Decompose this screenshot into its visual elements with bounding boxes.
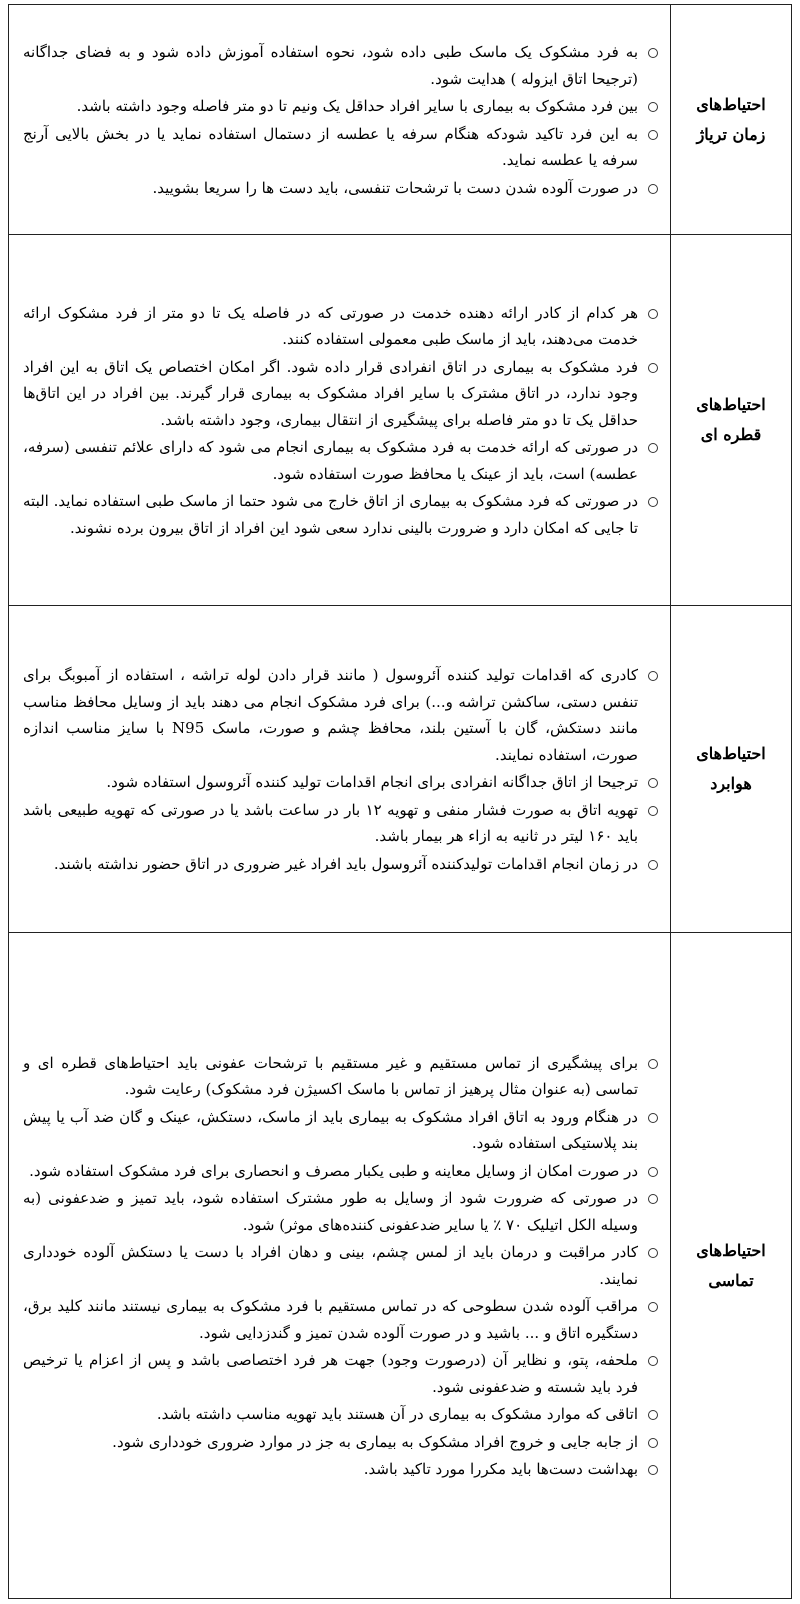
section-title-line1: احتیاط‌های (696, 1240, 766, 1260)
list-item: ترجیحا از اتاق جداگانه انفرادی برای انجام اقدامات تولید کننده آئروسول استفاده شود. (23, 769, 660, 796)
list-item: کادر مراقبت و درمان باید از لمس چشم، بینی و دهان افراد با دست یا دستکش آلوده خودداری نمایند. (23, 1239, 660, 1292)
precautions-table (8, 4, 792, 1599)
section-title-line2: قطره ای (700, 425, 762, 444)
section-title-line2: زمان تریاژ (696, 124, 766, 144)
section-title-line1: احتیاط‌های (696, 94, 766, 114)
section-title-triage (671, 5, 792, 235)
list-item: ملحفه، پتو، و نظایر آن (درصورت وجود) جهت هر فرد اختصاصی باشد و پس از اعزام یا ترخیص فرد باید شسته و ضدعفونی شود. (23, 1347, 660, 1400)
list-item: در صورتی که ارائه خدمت به فرد مشکوک به بیماری انجام می شود که دارای علائم تنفسی (سرفه، عطسه) است، باید از عینک یا محافظ صورت استفاده شود. (23, 434, 660, 487)
list-item: بهداشت دست‌ها باید مکررا مورد تاکید باشد. (23, 1456, 660, 1483)
list-item: برای پیشگیری از تماس مستقیم و غیر مستقیم با ترشحات عفونی باید احتیاط‌های قطره ای و تماسی (به عنوان مثال پرهیز از تماس با ماسک اکسیژن فرد مشکوک) رعایت شود. (23, 1050, 660, 1103)
section-title-contact (671, 933, 792, 1599)
list-item: مراقب آلوده شدن سطوحی که در تماس مستقیم با فرد مشکوک به بیماری نیستند مانند کلید برق، دستگیره اتاق و ... باشید و در صورت آلوده شدن تمیز و گندزدایی شود. (23, 1293, 660, 1346)
list-item: از جابه جایی و خروج افراد مشکوک به بیماری به جز در موارد ضروری خودداری شود. (23, 1429, 660, 1456)
list-item: فرد مشکوک به بیماری در اتاق انفرادی قرار داده شود. اگر امکان اختصاص یک اتاق به این افراد وجود ندارد، در اتاق مشترک با سایر افراد مشکوک به بیماری قرار گیرند. بین افراد در این اتاق‌ها حداقل یک تا دو متر فاصله برای پیشگیری از انتقال بیماری، وجود داشته باشد. (23, 354, 660, 434)
list-item: به فرد مشکوک یک ماسک طبی داده شود، نحوه استفاده آموزش داده شود و به فضای جداگانه (ترجیحا اتاق ایزوله ) هدایت شود. (23, 39, 660, 92)
list-item: بین فرد مشکوک به بیماری با سایر افراد حداقل یک ونیم تا دو متر فاصله وجود داشته باشد. (23, 93, 660, 120)
section-title-airborne (671, 606, 792, 933)
section-items-droplet (9, 235, 671, 606)
section-title-line2: تماسی (708, 1270, 754, 1290)
list-item: به این فرد تاکید شودکه هنگام سرفه یا عطسه از دستمال استفاده نماید یا در بخش بالایی آرنج سرفه یا عطسه نماید. (23, 121, 660, 174)
section-items-contact (9, 933, 671, 1599)
document-page (8, 4, 792, 1598)
list-item: در صورتی که ضرورت شود از وسایل به طور مشترک استفاده شود، باید تمیز و ضدعفونی (به وسیله الکل اتیلیک ۷۰ ٪ یا سایر ضدعفونی کننده‌های موثر) شود. (23, 1185, 660, 1238)
list-item: در صورت امکان از وسایل معاینه و طبی یکبار مصرف و انحصاری برای فرد مشکوک استفاده شود. (23, 1158, 660, 1185)
section-row-contact (9, 933, 792, 1599)
list-item: در هنگام ورود به اتاق افراد مشکوک به بیماری باید از ماسک، دستکش، عینک و گان ضد آب یا پیش بند پلاستیکی استفاده شود. (23, 1104, 660, 1157)
list-item: تهویه اتاق به صورت فشار منفی و تهویه ۱۲ بار در ساعت باشد یا در صورتی که تهویه طبیعی باشد باید ۱۶۰ لیتر در ثانیه به ازاء هر بیمار باشد. (23, 797, 660, 850)
section-row-airborne (9, 606, 792, 933)
section-row-droplet (9, 235, 792, 606)
list-item: کادری که اقدامات تولید کننده آئروسول ( مانند قرار دادن لوله تراشه ، استفاده از آمبوبگ برای تنفس دستی، ساکشن تراشه و...) برای فرد مشکوک انجام می دهند باید از وسایل محافظ مناسب مانند دستکش، گان با آستین بلند، محافظ چشم و صورت، ماسک N95 با سایز مناسب اندازه صورت، استفاده نمایند. (23, 662, 660, 768)
section-title-droplet (671, 235, 792, 606)
section-title-line1: احتیاط‌های (696, 395, 766, 414)
list-item: اتاقی که موارد مشکوک به بیماری در آن هستند باید تهویه مناسب داشته باشد. (23, 1401, 660, 1428)
section-title-line1: احتیاط‌های (696, 744, 766, 763)
bullet-list (23, 1050, 660, 1483)
section-items-airborne (9, 606, 671, 933)
list-item: در زمان انجام اقدامات تولیدکننده آئروسول باید افراد غیر ضروری در اتاق حضور نداشته باشند. (23, 851, 660, 878)
bullet-list (23, 662, 660, 877)
bullet-list (23, 300, 660, 542)
list-item: در صورتی که فرد مشکوک به بیماری از اتاق خارج می شود حتما از ماسک طبی استفاده نماید. البته تا جایی که امکان دارد و ضرورت بالینی ندارد سعی شود این افراد از اتاق بیرون برده نشوند. (23, 488, 660, 541)
bullet-list (23, 39, 660, 201)
list-item: هر کدام از کادر ارائه دهنده خدمت در صورتی که در فاصله یک تا دو متر از فرد مشکوک ارائه خدمت می‌دهند، باید از ماسک طبی معمولی استفاده کنند. (23, 300, 660, 353)
section-row-triage (9, 5, 792, 235)
section-items-triage (9, 5, 671, 235)
section-title-line2: هوابرد (710, 774, 752, 793)
list-item: در صورت آلوده شدن دست با ترشحات تنفسی، باید دست ها را سریعا بشویید. (23, 175, 660, 202)
